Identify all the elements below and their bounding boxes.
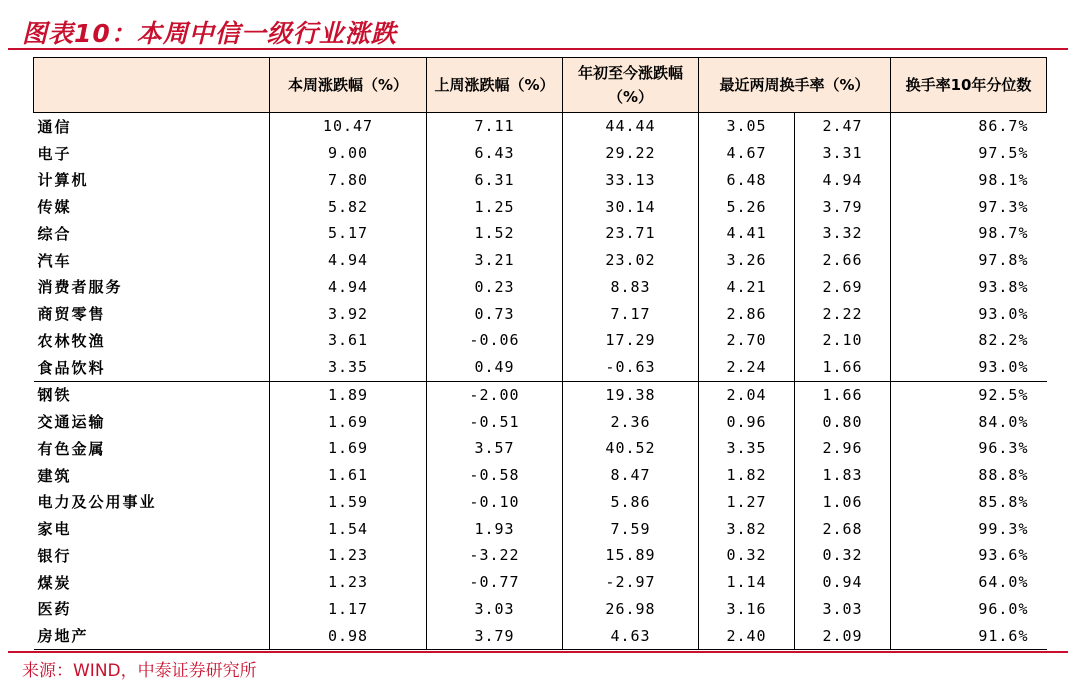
turnover-week-1: 2.04 [699, 381, 795, 408]
industry-name: 商贸零售 [37, 305, 106, 324]
top-divider [8, 48, 1068, 50]
turnover-percentile: 93.0% [891, 300, 1047, 327]
ytd-change: 19.38 [563, 381, 699, 408]
weekly-change: 4.94 [270, 247, 427, 274]
turnover-week-1: 5.26 [699, 193, 795, 220]
turnover-week-1: 2.24 [699, 354, 795, 381]
industry-name: 交通运输 [37, 413, 106, 432]
turnover-week-2: 3.31 [795, 140, 891, 167]
header-weekly-change: 本周涨跌幅（%） [270, 58, 427, 113]
table-row [34, 596, 1047, 623]
turnover-week-1: 1.14 [699, 569, 795, 596]
turnover-week-2: 4.94 [795, 167, 891, 194]
figure-title: 图表10：本周中信一级行业涨跌 [22, 19, 397, 48]
weekly-change: 5.82 [270, 193, 427, 220]
ytd-change: 8.47 [563, 462, 699, 489]
last-week-change: -0.58 [427, 462, 563, 489]
weekly-change: 1.59 [270, 489, 427, 516]
turnover-week-1: 0.32 [699, 542, 795, 569]
header-turnover-percentile: 换手率10年分位数 [891, 58, 1047, 113]
turnover-week-1: 2.86 [699, 300, 795, 327]
ytd-change: 23.02 [563, 247, 699, 274]
industry-name: 综合 [37, 224, 72, 243]
industry-name: 建筑 [37, 466, 72, 485]
turnover-percentile: 64.0% [891, 569, 1047, 596]
bottom-divider [8, 651, 1068, 653]
ytd-change: 2.36 [563, 408, 699, 435]
last-week-change: 1.25 [427, 193, 563, 220]
header-last-week-change: 上周涨跌幅（%） [427, 58, 563, 113]
turnover-percentile: 97.3% [891, 193, 1047, 220]
table-row [34, 462, 1047, 489]
industry-name: 传媒 [37, 198, 72, 217]
turnover-week-2: 2.66 [795, 247, 891, 274]
weekly-change: 7.80 [270, 167, 427, 194]
ytd-change: 7.17 [563, 300, 699, 327]
last-week-change: 7.11 [427, 113, 563, 140]
ytd-change: 44.44 [563, 113, 699, 140]
turnover-week-2: 0.94 [795, 569, 891, 596]
weekly-change: 3.92 [270, 300, 427, 327]
industry-name: 通信 [37, 117, 72, 136]
table-header-row [34, 58, 1047, 113]
table-row [34, 569, 1047, 596]
ytd-change: 33.13 [563, 167, 699, 194]
turnover-week-1: 3.82 [699, 515, 795, 542]
weekly-change: 1.23 [270, 569, 427, 596]
turnover-percentile: 85.8% [891, 489, 1047, 516]
ytd-change: -0.63 [563, 354, 699, 381]
table-row [34, 327, 1047, 354]
table-row [34, 354, 1047, 381]
turnover-week-1: 3.35 [699, 435, 795, 462]
weekly-change: 1.17 [270, 596, 427, 623]
ytd-change: 40.52 [563, 435, 699, 462]
turnover-percentile: 99.3% [891, 515, 1047, 542]
last-week-change: 3.03 [427, 596, 563, 623]
ytd-change: 8.83 [563, 274, 699, 301]
last-week-change: 0.23 [427, 274, 563, 301]
turnover-week-2: 2.96 [795, 435, 891, 462]
industry-name: 房地产 [34, 622, 270, 649]
last-week-change: 3.79 [427, 622, 563, 649]
turnover-week-1: 1.82 [699, 462, 795, 489]
ytd-change: 29.22 [563, 140, 699, 167]
turnover-week-2: 3.32 [795, 220, 891, 247]
table-row [34, 274, 1047, 301]
ytd-change: 15.89 [563, 542, 699, 569]
turnover-percentile: 91.6% [891, 622, 1047, 649]
table-row [34, 542, 1047, 569]
table-row [34, 622, 1047, 649]
figure-title-bar [0, 0, 1068, 48]
turnover-week-1: 2.40 [699, 622, 795, 649]
turnover-week-2: 2.10 [795, 327, 891, 354]
industry-name: 计算机 [37, 171, 89, 190]
source-note: 来源：WIND，中泰证券研究所 [22, 661, 257, 681]
last-week-change: -0.06 [427, 327, 563, 354]
table-body [34, 113, 1047, 650]
industry-name: 电子 [37, 144, 72, 163]
industry-name: 家电 [37, 520, 72, 539]
turnover-percentile: 93.6% [891, 542, 1047, 569]
weekly-change: 1.69 [270, 435, 427, 462]
weekly-change: 1.23 [270, 542, 427, 569]
table-row [34, 408, 1047, 435]
turnover-week-1: 3.26 [699, 247, 795, 274]
turnover-week-2: 2.47 [795, 113, 891, 140]
ytd-change: -2.97 [563, 569, 699, 596]
header-ytd-change: 年初至今涨跌幅（%） [563, 58, 699, 113]
table-row [34, 381, 1047, 408]
industry-name: 医药 [37, 600, 72, 619]
last-week-change: 3.57 [427, 435, 563, 462]
turnover-percentile: 88.8% [891, 462, 1047, 489]
ytd-change: 23.71 [563, 220, 699, 247]
table-row [34, 167, 1047, 194]
ytd-change: 26.98 [563, 596, 699, 623]
last-week-change: 0.49 [427, 354, 563, 381]
industry-name: 电力及公用事业 [37, 493, 157, 512]
last-week-change: -2.00 [427, 381, 563, 408]
turnover-week-1: 2.70 [699, 327, 795, 354]
turnover-week-2: 0.80 [795, 408, 891, 435]
industry-name: 银行 [37, 546, 72, 565]
table-row [34, 113, 1047, 140]
turnover-week-2: 3.03 [795, 596, 891, 623]
table-row [34, 220, 1047, 247]
turnover-week-2: 1.06 [795, 489, 891, 516]
ytd-change: 7.59 [563, 515, 699, 542]
industry-name: 煤炭 [37, 573, 72, 592]
weekly-change: 10.47 [270, 113, 427, 140]
turnover-week-1: 4.67 [699, 140, 795, 167]
turnover-percentile: 96.3% [891, 435, 1047, 462]
weekly-change: 3.61 [270, 327, 427, 354]
turnover-week-2: 1.66 [795, 381, 891, 408]
last-week-change: 6.43 [427, 140, 563, 167]
turnover-percentile: 97.5% [891, 140, 1047, 167]
table-row [34, 193, 1047, 220]
turnover-week-2: 0.32 [795, 542, 891, 569]
turnover-week-2: 3.79 [795, 193, 891, 220]
header-two-week-turnover: 最近两周换手率（%） [699, 58, 891, 113]
weekly-change: 1.69 [270, 408, 427, 435]
turnover-percentile: 82.2% [891, 327, 1047, 354]
turnover-week-1: 3.05 [699, 113, 795, 140]
table-row [34, 247, 1047, 274]
last-week-change: 0.73 [427, 300, 563, 327]
weekly-change: 1.54 [270, 515, 427, 542]
weekly-change: 5.17 [270, 220, 427, 247]
table-row [34, 435, 1047, 462]
last-week-change: -0.51 [427, 408, 563, 435]
turnover-percentile: 86.7% [891, 113, 1047, 140]
turnover-week-2: 1.83 [795, 462, 891, 489]
weekly-change: 1.89 [270, 381, 427, 408]
turnover-week-1: 3.16 [699, 596, 795, 623]
turnover-percentile: 97.8% [891, 247, 1047, 274]
last-week-change: -0.10 [427, 489, 563, 516]
industry-performance-table [33, 57, 1047, 650]
header-industry [34, 58, 270, 113]
last-week-change: 6.31 [427, 167, 563, 194]
industry-name: 农林牧渔 [37, 331, 106, 350]
last-week-change: -0.77 [427, 569, 563, 596]
last-week-change: -3.22 [427, 542, 563, 569]
turnover-week-1: 0.96 [699, 408, 795, 435]
turnover-week-1: 4.41 [699, 220, 795, 247]
table-row [34, 489, 1047, 516]
table-row [34, 300, 1047, 327]
industry-name: 钢铁 [34, 381, 270, 408]
turnover-percentile: 98.7% [891, 220, 1047, 247]
ytd-change: 17.29 [563, 327, 699, 354]
turnover-percentile: 98.1% [891, 167, 1047, 194]
turnover-percentile: 93.8% [891, 274, 1047, 301]
turnover-week-1: 4.21 [699, 274, 795, 301]
ytd-change: 4.63 [563, 622, 699, 649]
last-week-change: 3.21 [427, 247, 563, 274]
weekly-change: 3.35 [270, 354, 427, 381]
turnover-percentile: 84.0% [891, 408, 1047, 435]
ytd-change: 30.14 [563, 193, 699, 220]
weekly-change: 9.00 [270, 140, 427, 167]
turnover-week-2: 1.66 [795, 354, 891, 381]
table-row [34, 140, 1047, 167]
turnover-week-2: 2.09 [795, 622, 891, 649]
turnover-percentile: 93.0% [891, 354, 1047, 381]
industry-name: 有色金属 [37, 439, 106, 458]
turnover-week-2: 2.68 [795, 515, 891, 542]
turnover-week-1: 6.48 [699, 167, 795, 194]
ytd-change: 5.86 [563, 489, 699, 516]
turnover-week-2: 2.22 [795, 300, 891, 327]
last-week-change: 1.52 [427, 220, 563, 247]
turnover-week-2: 2.69 [795, 274, 891, 301]
industry-name: 汽车 [37, 251, 72, 270]
industry-name: 消费者服务 [37, 278, 123, 297]
weekly-change: 1.61 [270, 462, 427, 489]
table-row [34, 515, 1047, 542]
turnover-percentile: 96.0% [891, 596, 1047, 623]
industry-name: 食品饮料 [37, 358, 106, 377]
last-week-change: 1.93 [427, 515, 563, 542]
turnover-week-1: 1.27 [699, 489, 795, 516]
weekly-change: 4.94 [270, 274, 427, 301]
turnover-percentile: 92.5% [891, 381, 1047, 408]
weekly-change: 0.98 [270, 622, 427, 649]
